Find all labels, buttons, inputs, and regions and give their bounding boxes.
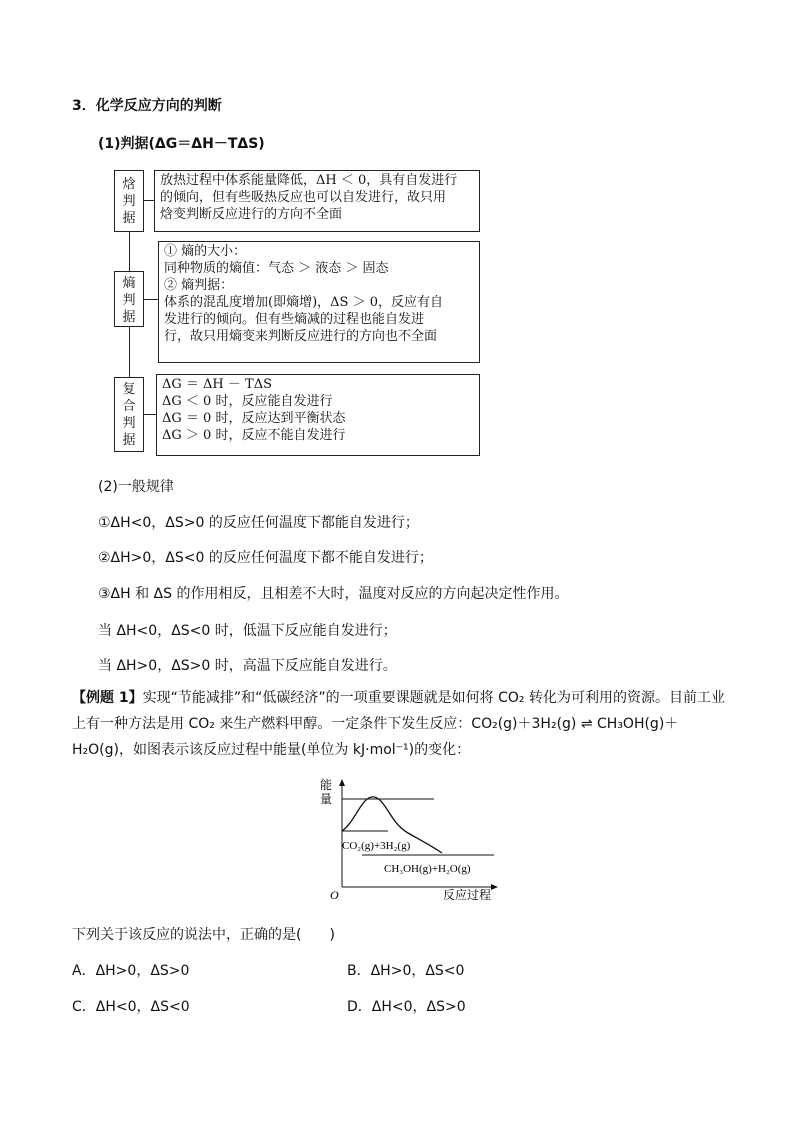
criterion-box-entropy (158, 241, 480, 363)
connector-line (144, 200, 154, 201)
example-text: 实现“节能减排”和“低碳经济”的一项重要课题就是如何将 CO₂ 转化为可利用的资源。目前工业上有一种方法是用 CO₂ 来生产燃料甲醇。一定条件下发生反应：CO₂(g)＋3H₂(g) ⇌ CH₃OH(g)＋H₂O(g)，如图表示该反应过程中能量(单位为 kJ·mol⁻¹)的变化： (72, 690, 725, 758)
rule-1: ①ΔH<0，ΔS>0 的反应任何温度下都能自发进行； (98, 515, 419, 531)
origin-label: O (330, 888, 339, 902)
criterion-box-enthalpy (154, 170, 480, 232)
option-a[interactable]: A．ΔH>0，ΔS>0 (72, 963, 190, 979)
rule-3: ③ΔH 和 ΔS 的作用相反，且相差不大时，温度对反应的方向起决定性作用。 (98, 586, 569, 602)
rule-5: 当 ΔH>0，ΔS>0 时，高温下反应能自发进行。 (98, 658, 397, 674)
box-line: 同种物质的熵值：气态 ＞ 液态 ＞ 固态 (164, 261, 389, 276)
box-line: 发进行的倾向。但有些熵减的过程也能自发进 (164, 312, 425, 327)
box-line: ΔG ＝ 0 时，反应达到平衡状态 (162, 411, 346, 426)
part2-title: (2)一般规律 (98, 479, 174, 495)
box-line: 行，故只用熵变来判断反应进行的方向也不全面 (164, 329, 438, 344)
box-line: ② 熵判据： (164, 278, 234, 293)
rule-4: 当 ΔH<0，ΔS<0 时，低温下反应能自发进行； (98, 623, 397, 639)
question-stem: 下列关于该反应的说法中，正确的是( ) (72, 927, 335, 943)
box-line: ΔG ＝ ΔH － TΔS (162, 377, 272, 392)
y-axis-arrow (339, 779, 345, 786)
connector-line (144, 414, 156, 415)
box-line: 焓变判断反应进行的方向不全面 (160, 207, 343, 222)
criterion-box-composite (156, 374, 480, 456)
box-line: 体系的混乱度增加(即熵增)，ΔS ＞ 0，反应有自 (164, 295, 443, 310)
category-label: 复 合 判 据 (122, 382, 136, 448)
category-composite (114, 377, 144, 452)
rule-2: ②ΔH>0，ΔS<0 的反应任何温度下都不能自发进行； (98, 550, 433, 566)
x-axis-arrow (491, 884, 498, 890)
energy-diagram (318, 775, 508, 905)
connector-line (144, 299, 158, 300)
example-1 (72, 685, 732, 763)
reactants-label: CO₂(g)+3H₂(g) (342, 840, 411, 852)
option-b[interactable]: B．ΔH>0，ΔS<0 (347, 963, 465, 979)
category-enthalpy (114, 170, 144, 232)
example-label: 【例题 1】 (72, 690, 143, 706)
box-line: 的倾向，但有些吸热反应也可以自发进行，故只用 (160, 190, 447, 205)
option-c[interactable]: C．ΔH<0，ΔS<0 (72, 999, 190, 1015)
ylabel-char-2: 量 (320, 792, 333, 806)
box-line: 放热过程中体系能量降低，ΔH ＜ 0，具有自发进行 (160, 173, 458, 188)
products-label: CH₃OH(g)+H₂O(g) (384, 863, 471, 875)
xlabel: 反应过程 (443, 888, 492, 902)
box-line: ΔG ＜ 0 时，反应能自发进行 (162, 394, 333, 409)
ylabel-char-1: 能 (320, 778, 333, 792)
category-label: 焓 判 据 (122, 177, 136, 226)
box-line: ① 熵的大小： (164, 244, 247, 259)
box-line: ΔG ＞ 0 时，反应不能自发进行 (162, 428, 346, 443)
category-label: 熵 判 据 (122, 276, 136, 325)
category-entropy (114, 271, 144, 327)
section-title: 3．化学反应方向的判断 (72, 98, 222, 114)
part1-title: (1)判据(ΔG＝ΔH－TΔS) (98, 136, 265, 152)
option-d[interactable]: D．ΔH<0，ΔS>0 (347, 999, 466, 1015)
